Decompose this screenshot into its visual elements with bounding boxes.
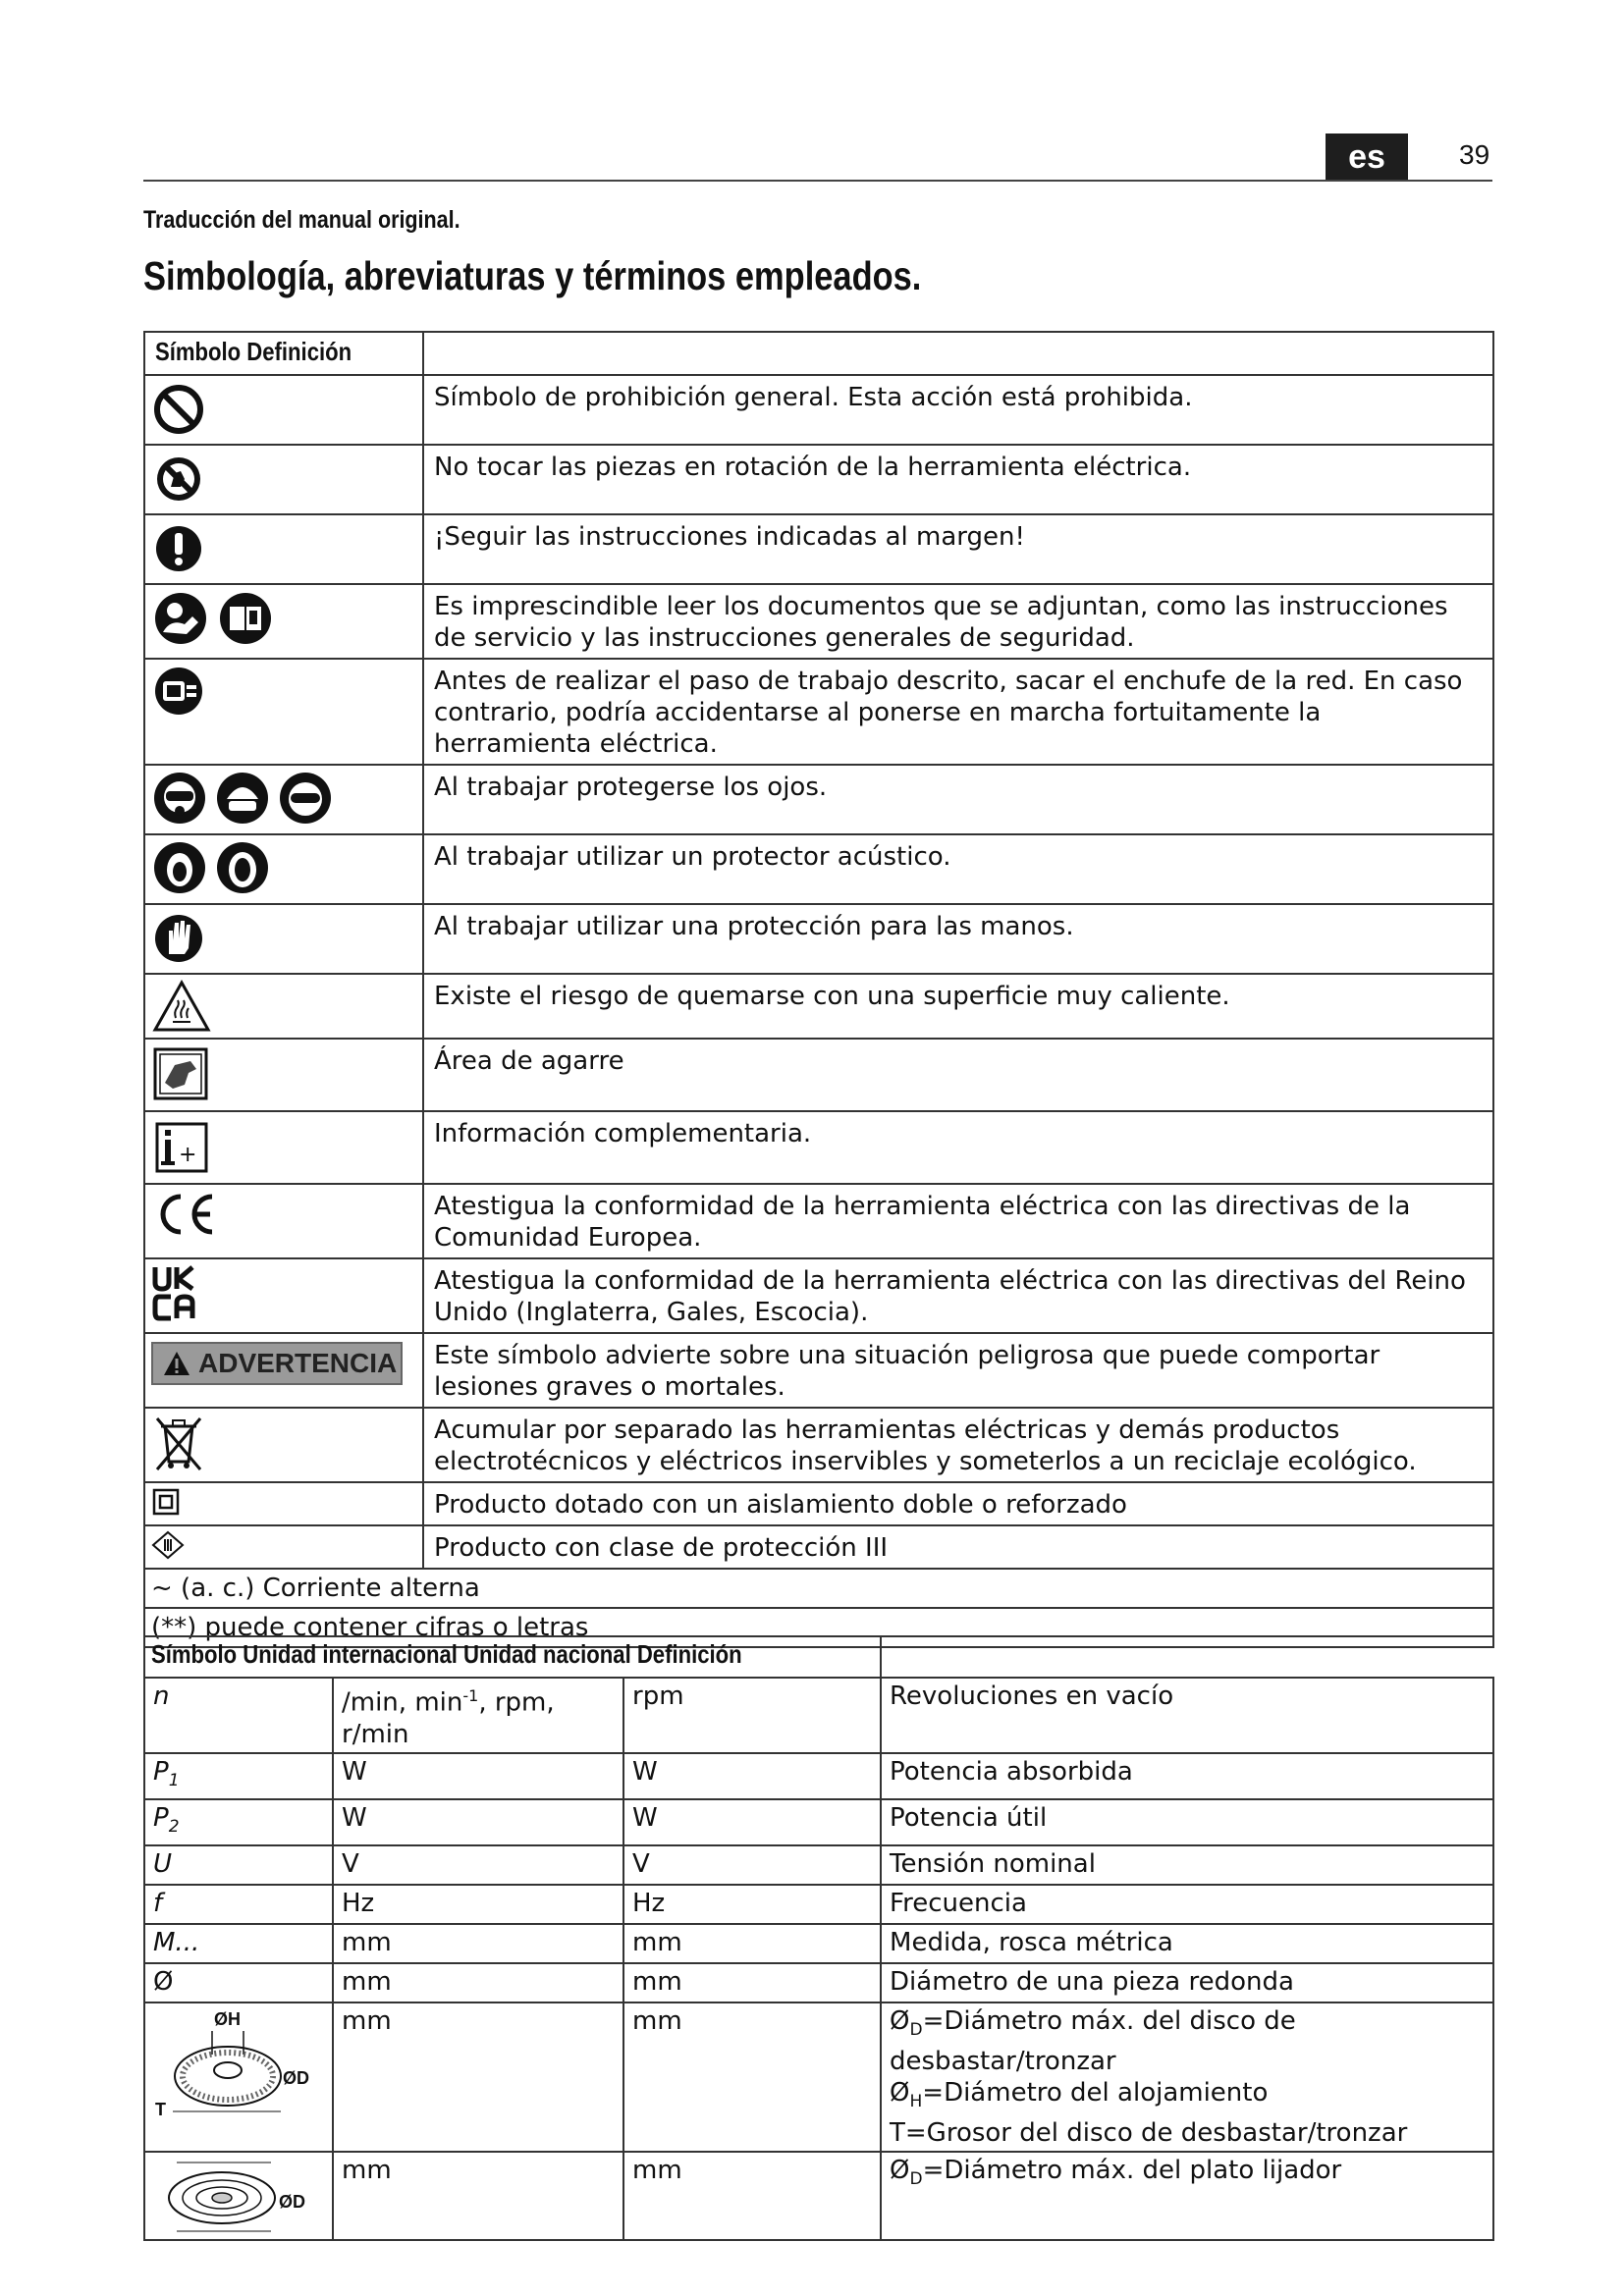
unit-symbol: U xyxy=(144,1845,333,1885)
symbols-table xyxy=(143,331,1494,1648)
exclamation-icon xyxy=(151,519,416,574)
unit-national: mm xyxy=(623,1963,881,2002)
protection-class-iii-icon xyxy=(151,1530,416,1560)
unit-symbol: Ø xyxy=(144,1963,333,2002)
ear-protection-icon xyxy=(151,839,208,896)
unit-national: W xyxy=(623,1799,881,1845)
language-badge: es xyxy=(1326,133,1408,181)
ce-mark-icon xyxy=(151,1189,416,1240)
unit-intl: Hz xyxy=(333,1885,623,1924)
symbol-definition: Producto dotado con un aislamiento doble o reforzado xyxy=(423,1482,1493,1525)
units-table xyxy=(143,1635,1494,2241)
symbol-definition: Antes de realizar el paso de trabajo descrito, sacar el enchufe de la red. En caso contrario, podría accidentarse al ponerse en marcha fortuitamente la herramienta eléctrica. xyxy=(423,659,1493,765)
eye-protection-helmet-icon xyxy=(214,770,271,827)
unit-national: V xyxy=(623,1845,881,1885)
digits-note: (**) puede contener cifras o letras xyxy=(144,1608,1493,1647)
unit-symbol xyxy=(144,2152,333,2240)
definition-line: $Ø_D=Diámetro$ máx. del plato lijador xyxy=(890,2156,1342,2190)
unit-definition: Revoluciones en vacío xyxy=(881,1678,1493,1753)
unit-intl: mm xyxy=(333,2002,623,2152)
unit-intl: mm xyxy=(333,1963,623,2002)
unit-definition: Diámetro de una pieza redonda xyxy=(881,1963,1493,2002)
prohibition-icon xyxy=(151,380,416,435)
eye-protection-mask-icon xyxy=(151,770,208,827)
unit-definition: Tensión nominal xyxy=(881,1845,1493,1885)
unit-intl: W xyxy=(333,1753,623,1799)
symbol-definition: Símbolo de prohibición general. Esta acción está prohibida. xyxy=(423,375,1493,445)
ear-protection-alt-icon xyxy=(214,839,271,896)
ac-note: ~ (a. c.) Corriente alterna xyxy=(144,1569,1493,1608)
unit-national: rpm xyxy=(623,1678,881,1753)
svg-text:+: + xyxy=(179,1143,197,1167)
unit-definition: Medida, rosca métrica xyxy=(881,1924,1493,1963)
symbol-definition: Área de agarre xyxy=(423,1039,1493,1111)
unit-symbol: f xyxy=(144,1885,333,1924)
hot-surface-warning-icon xyxy=(151,979,416,1034)
header-rule xyxy=(143,180,1492,182)
unit-definition xyxy=(881,2152,1493,2240)
warning-label-icon xyxy=(151,1342,403,1385)
symbol-definition: Información complementaria. xyxy=(423,1111,1493,1184)
symbol-definition: Este símbolo advierte sobre una situación peligrosa que puede comportar lesiones graves o mortales. xyxy=(423,1333,1493,1408)
grip-area-icon xyxy=(151,1043,416,1102)
unit-national: mm xyxy=(623,2152,881,2240)
diagram-outer-label: ØD xyxy=(283,2068,309,2089)
symbol-definition: Existe el riesgo de quemarse con una superficie muy caliente. xyxy=(423,974,1493,1039)
symbol-definition: Acumular por separado las herramientas eléctricas y demás productos electrotécnicos y eléctricos inservibles y someterlos a un reciclaje ecológico. xyxy=(423,1408,1493,1482)
unit-intl: V xyxy=(333,1845,623,1885)
unit-symbol: $P_1$ xyxy=(144,1753,333,1799)
no-touch-rotating-icon xyxy=(151,450,416,505)
symbol-definition: Atestigua la conformidad de la herramienta eléctrica con las directivas de la Comunidad Europea. xyxy=(423,1184,1493,1258)
grinding-disc-diagram-icon xyxy=(153,2005,324,2129)
diagram-thickness-label: T xyxy=(155,2100,166,2120)
diagram-hole-label: ØH xyxy=(214,2009,241,2030)
eye-protection-goggles-icon xyxy=(277,770,334,827)
unit-symbol: n xyxy=(144,1678,333,1753)
diagram-outer-label: ØD xyxy=(279,2192,305,2213)
unit-definition: Potencia útil xyxy=(881,1799,1493,1845)
definition-line: T=Grosor del disco de desbastar/tronzar xyxy=(890,2118,1408,2149)
ukca-mark-icon xyxy=(151,1263,416,1322)
unit-intl: W xyxy=(333,1799,623,1845)
subtitle: Traducción del manual original. xyxy=(143,206,460,234)
unit-intl: mm xyxy=(333,1924,623,1963)
double-insulation-icon xyxy=(151,1487,416,1517)
unit-definition: Frecuencia xyxy=(881,1885,1493,1924)
symbol-definition: Al trabajar protegerse los ojos. xyxy=(423,765,1493,834)
page-number: 39 xyxy=(1459,139,1490,170)
hand-protection-icon xyxy=(151,909,416,964)
unit-symbol: $P_2$ xyxy=(144,1799,333,1845)
definition-line: $Ø_H=Diámetro$ del alojamiento xyxy=(890,2078,1269,2112)
definition-line: $Ø_D=Diámetro$ máx. del disco de desbastar/tronzar xyxy=(890,2006,1296,2077)
unit-definition xyxy=(881,2002,1493,2152)
unit-symbol: M... xyxy=(144,1924,333,1963)
unit-symbol xyxy=(144,2002,333,2152)
weee-crossed-bin-icon xyxy=(151,1413,416,1471)
symbol-definition: Atestigua la conformidad de la herramienta eléctrica con las directivas del Reino Unido (Inglaterra, Gales, Escocia). xyxy=(423,1258,1493,1333)
unit-intl: mm xyxy=(333,2152,623,2240)
unit-national: mm xyxy=(623,1924,881,1963)
symbol-definition: Al trabajar utilizar una protección para las manos. xyxy=(423,904,1493,974)
unit-national: mm xyxy=(623,2002,881,2152)
symbol-definition: No tocar las piezas en rotación de la herramienta eléctrica. xyxy=(423,445,1493,514)
sanding-pad-diagram-icon xyxy=(153,2155,324,2237)
info-plus-icon xyxy=(151,1116,416,1175)
symbol-definition: Al trabajar utilizar un protector acústico. xyxy=(423,834,1493,904)
unit-national: W xyxy=(623,1753,881,1799)
read-manual-person-icon xyxy=(151,589,210,648)
symbol-definition: ¡Seguir las instrucciones indicadas al margen! xyxy=(423,514,1493,584)
page-title: Simbología, abreviaturas y términos empleados. xyxy=(143,253,922,298)
symbol-definition: Es imprescindible leer los documentos que se adjuntan, como las instrucciones de servicio y las instrucciones generales de seguridad. xyxy=(423,584,1493,659)
warning-label-text: ADVERTENCIA xyxy=(198,1348,398,1378)
unit-definition: Potencia absorbida xyxy=(881,1753,1493,1799)
read-manual-book-icon xyxy=(216,589,275,648)
unit-national: Hz xyxy=(623,1885,881,1924)
symbols-table-header: Símbolo Definición xyxy=(144,332,423,375)
symbol-definition: Producto con clase de protección III xyxy=(423,1525,1493,1569)
units-table-header: Símbolo Unidad internacional Unidad nacional Definición xyxy=(144,1636,881,1678)
unplug-icon xyxy=(151,664,416,719)
unit-intl: /min, $\min^{-1}$, rpm, r/min xyxy=(333,1678,623,1753)
